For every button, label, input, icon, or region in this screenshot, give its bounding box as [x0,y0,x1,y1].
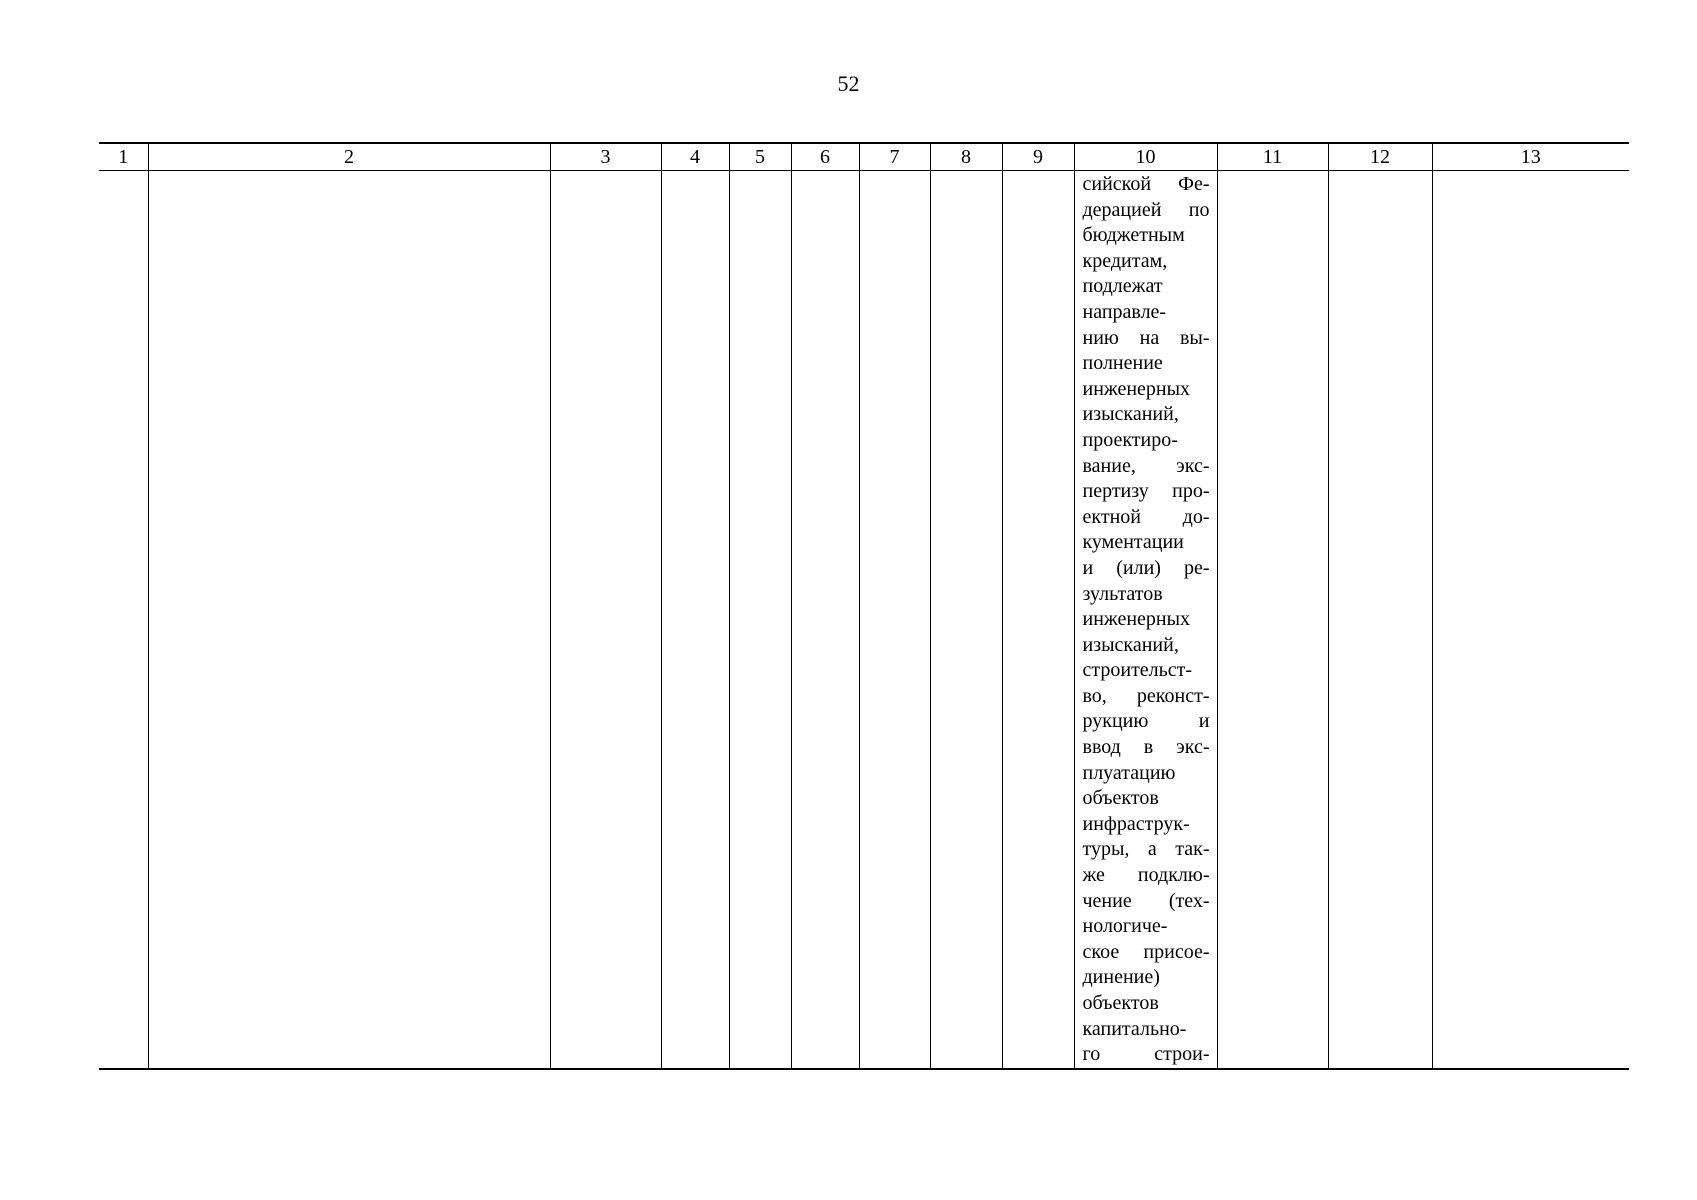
table-cell-13 [1432,171,1629,1069]
table-cell-8 [930,171,1002,1069]
column-header-7: 7 [859,143,930,171]
column-header-2: 2 [148,143,550,171]
column-header-1: 1 [99,143,148,171]
column-header-10: 10 [1074,143,1217,171]
table-row [99,171,1629,1069]
table-cell-3 [550,171,661,1069]
table-cell-7 [859,171,930,1069]
column-header-13: 13 [1432,143,1629,171]
table-cell-9 [1002,171,1074,1069]
column-header-12: 12 [1328,143,1432,171]
column-header-11: 11 [1217,143,1328,171]
column-header-9: 9 [1002,143,1074,171]
header-row [99,143,1629,171]
column-header-6: 6 [791,143,859,171]
table-cell-5 [729,171,791,1069]
document-table [99,142,1629,1070]
page-number: 52 [837,71,860,96]
column-header-3: 3 [550,143,661,171]
column-header-4: 4 [661,143,729,171]
column-header-8: 8 [930,143,1002,171]
table-cell-11 [1217,171,1328,1069]
cell-10-text: сийской Фе- дерацией по бюджетным кредитам, подлежат направле- нию на вы- полнение инженерных изысканий, проектиро- вание, экс- пертизу про- ектной до- кументации и (или) ре- зультатов инженерных изысканий, строительст- во, реконст- рукцию и ввод в экс- плуатацию объектов инфраструк- туры, а так- же подклю- чение (тех- нологиче- ское присое- динение) объектов капитально- го строи- [1082,173,1210,1066]
table-cell-10 [1074,171,1217,1069]
table-cell-2 [148,171,550,1069]
table-cell-1 [99,171,148,1069]
column-header-5: 5 [729,143,791,171]
table-cell-6 [791,171,859,1069]
table-cell-4 [661,171,729,1069]
table-cell-12 [1328,171,1432,1069]
